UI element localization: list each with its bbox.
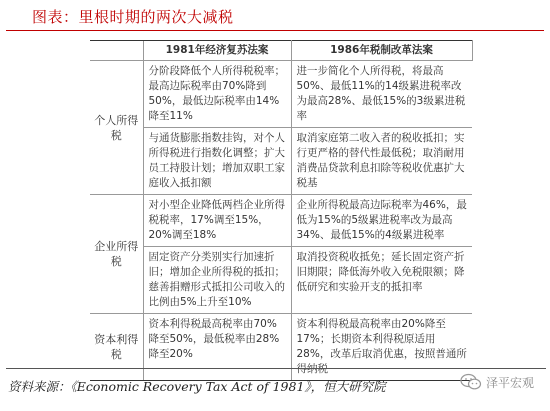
table-row bbox=[90, 247, 472, 314]
table-cell: 资本利得税最高税率由70%降至50%，最低税率由28%降至20% bbox=[143, 314, 291, 381]
category-capital-gains-tax: 资本利得税 bbox=[90, 314, 143, 381]
header-1986-act: 1986年税制改革法案 bbox=[291, 41, 472, 61]
figure-title-bar bbox=[6, 4, 544, 31]
source-note: 资料来源：《Economic Recovery Tax Act of 1981》，恒大研究院 bbox=[8, 379, 386, 394]
table-cell: 固定资产分类别实行加速折旧；增加企业所得税的抵扣；慈善捐赠形式抵扣公司收入的比例由5%上升至10% bbox=[143, 247, 291, 314]
category-corporate-income-tax: 企业所得税 bbox=[90, 195, 143, 314]
header-corner bbox=[90, 41, 143, 61]
wechat-icon bbox=[460, 373, 482, 391]
table-cell: 资本利得税最高税率由20%降至17%；长期资本利得税原适用28%，改革后取消优惠，按照普通所得纳税 bbox=[291, 314, 472, 381]
category-personal-income-tax: 个人所得税 bbox=[90, 61, 143, 195]
watermark-text: 泽平宏观 bbox=[485, 375, 534, 390]
watermark bbox=[460, 373, 534, 391]
table-row bbox=[90, 61, 472, 128]
table-header-row bbox=[90, 41, 472, 61]
table-cell: 取消家庭第二收入者的税收抵扣；实行更严格的替代性最低税；取消耐用消费品贷款利息扣除等税收优惠扩大税基 bbox=[291, 128, 472, 195]
figure-footer bbox=[6, 368, 546, 409]
table-row bbox=[90, 128, 472, 195]
figure-title: 图表：里根时期的两次大减税 bbox=[32, 8, 234, 26]
table-cell: 分阶段降低个人所得税税率；最高边际税率由70%降到50%，最低边际税率由14%降至11% bbox=[143, 61, 291, 128]
header-1981-act: 1981年经济复苏法案 bbox=[143, 41, 291, 61]
table-cell: 与通货膨胀指数挂钩，对个人所得税进行指数化调整；扩大员工持股计划；增加双职工家庭收入抵扣额 bbox=[143, 128, 291, 195]
table-row bbox=[90, 195, 472, 247]
tax-comparison-table bbox=[90, 40, 473, 381]
table-cell: 企业所得税最高边际税率为46%，最低为15%的5级累进税率改为最高34%、最低15%的4级累进税率 bbox=[291, 195, 472, 247]
table-cell: 进一步简化个人所得税，将最高50%、最低11%的14级累进税率改为最高28%、最低15%的3级累进税率 bbox=[291, 61, 472, 128]
table-cell: 对小型企业降低两档企业所得税税率，17%调至15%，20%调至18% bbox=[143, 195, 291, 247]
table-cell: 取消投资税收抵免；延长固定资产折旧期限；降低海外收入免税限额；降低研究和实验开支的抵扣率 bbox=[291, 247, 472, 314]
